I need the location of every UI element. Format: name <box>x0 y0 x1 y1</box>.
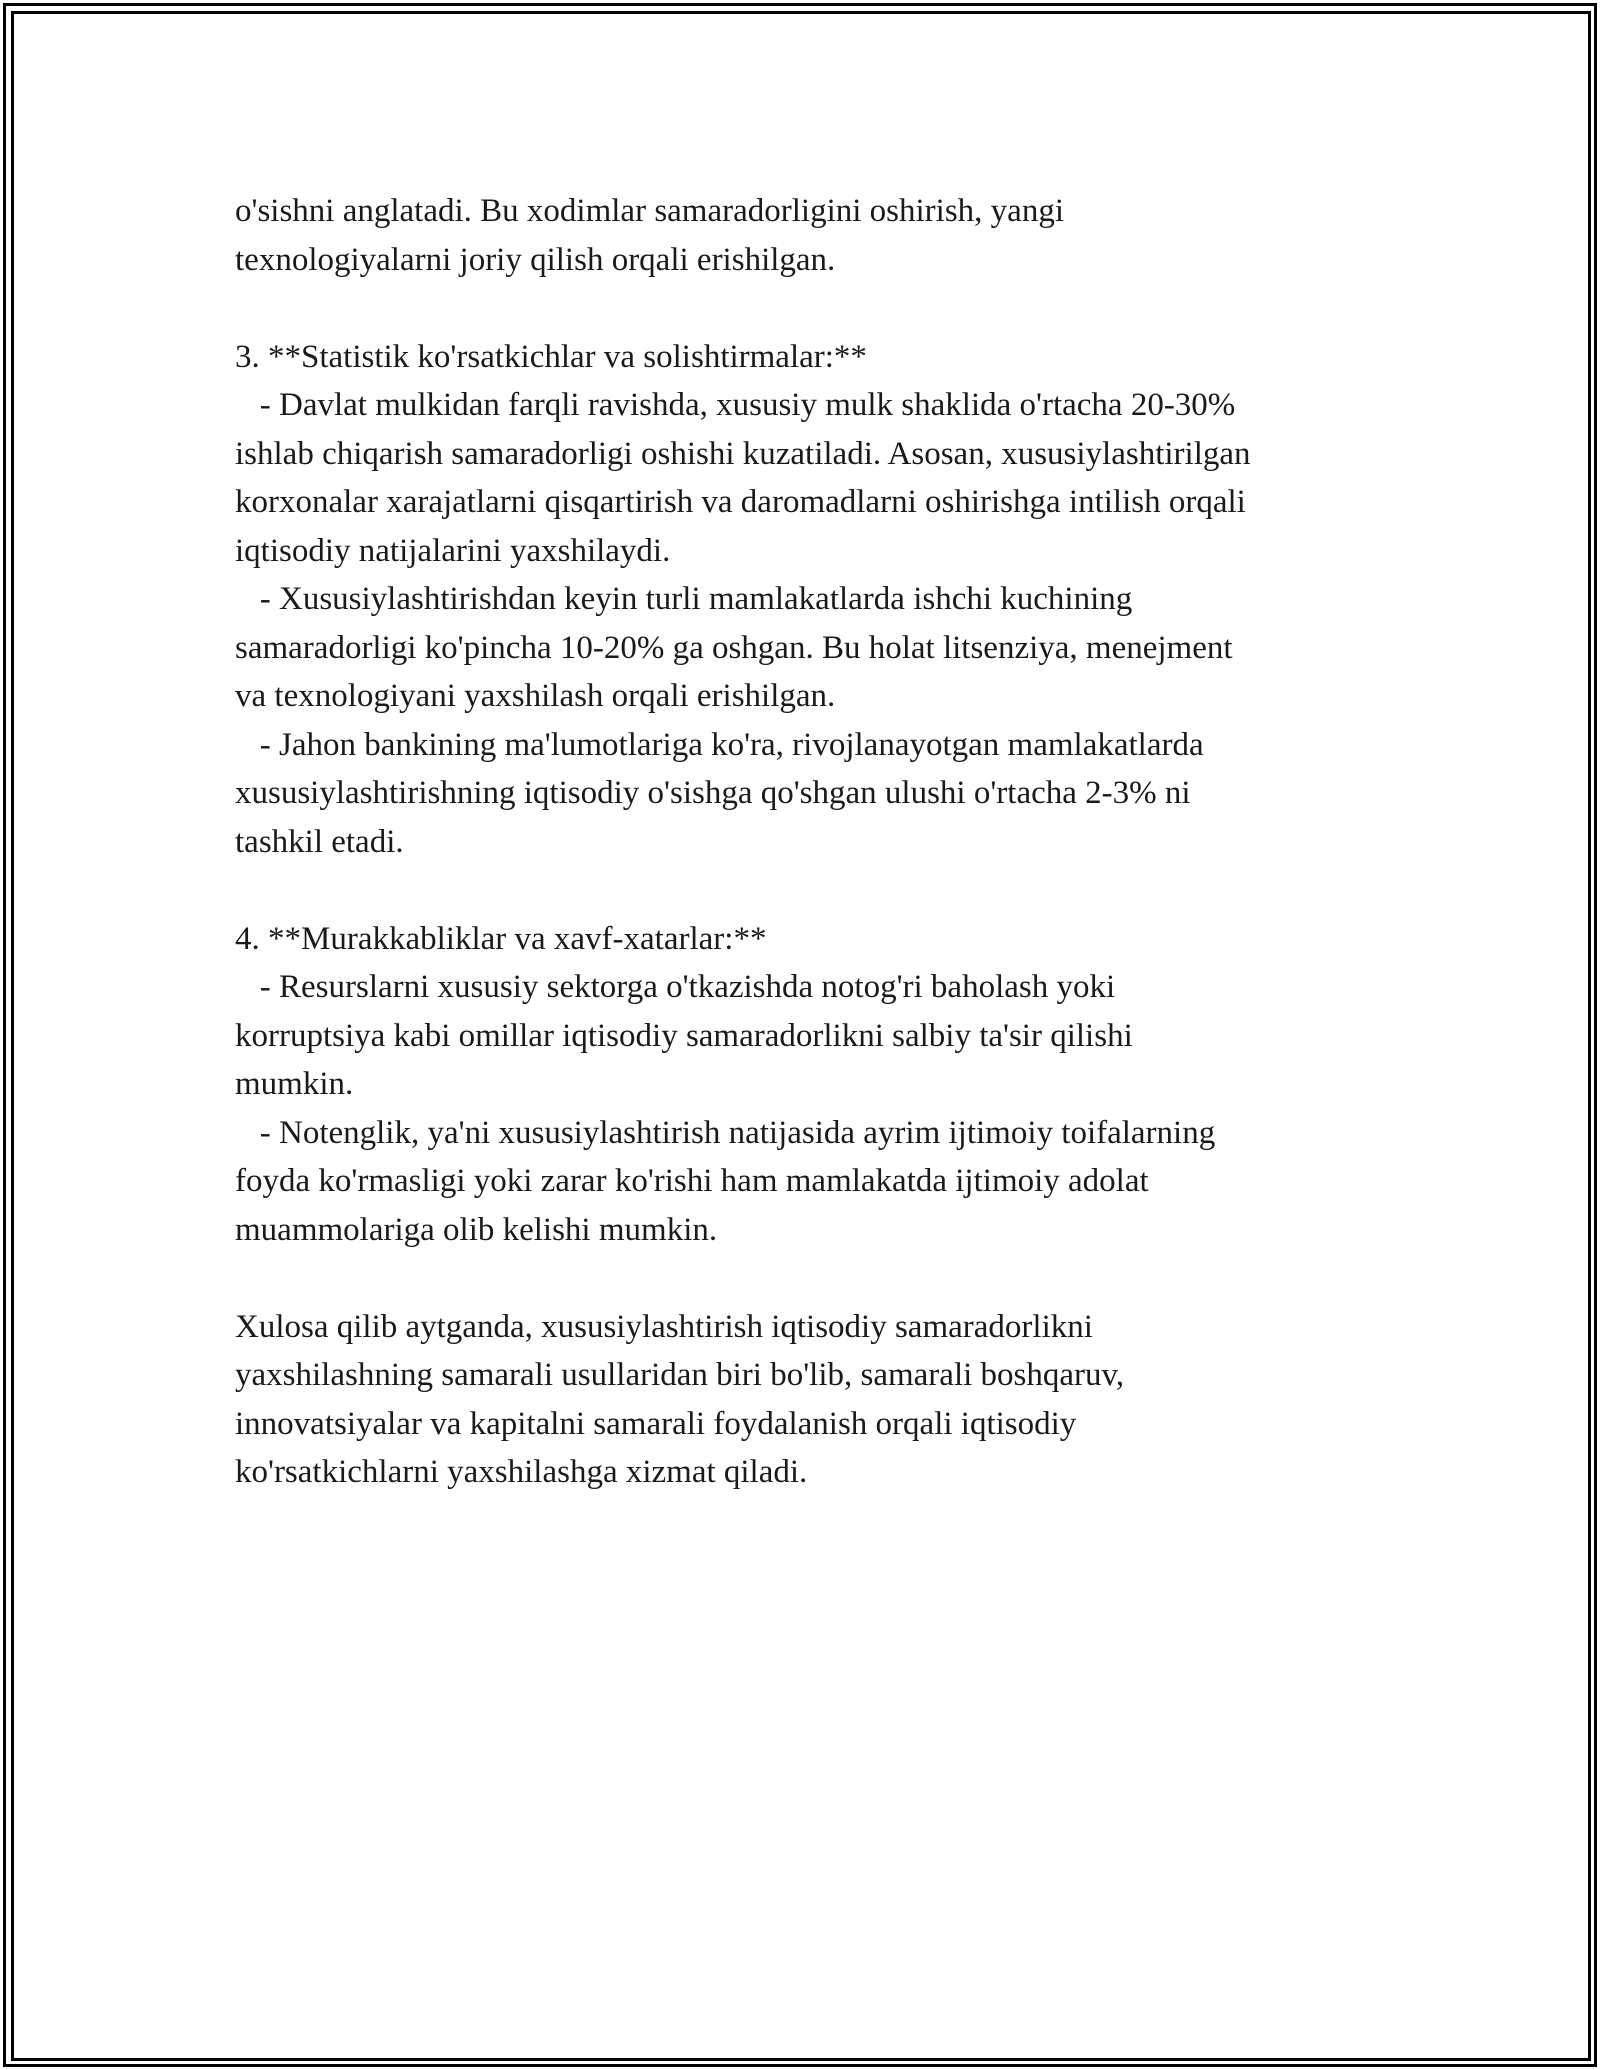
text-line: mumkin. <box>235 1066 354 1102</box>
text-line: texnologiyalarni joriy qilish orqali erishilgan. <box>235 241 836 278</box>
text-line: foyda ko'rmasligi yoki zarar ko'rishi ham mamlakatda ijtimoiy adolat <box>235 1163 1149 1199</box>
blank-line <box>235 1254 1395 1303</box>
text-line: - Jahon bankining ma'lumotlariga ko'ra, rivojlanayotgan mamlakatlarda <box>235 726 1204 763</box>
text-line: ishlab chiqarish samaradorligi oshishi kuzatiladi. Asosan, xususiylashtirilgan <box>235 435 1251 472</box>
text-line: xususiylashtirishning iqtisodiy o'sishga qo'shgan ulushi o'rtacha 2-3% ni <box>235 775 1191 811</box>
text-line: va texnologiyani yaxshilash orqali erishilgan. <box>235 678 836 714</box>
blank-line <box>235 284 1395 333</box>
conclusion-line: Xulosa qilib aytganda, xususiylashtirish iqtisodiy samaradorlikni <box>235 1308 1093 1345</box>
document-body <box>235 187 1395 1497</box>
text-line: - Notenglik, ya'ni xususiylashtirish natijasida ayrim ijtimoiy toifalarning <box>235 1114 1216 1151</box>
text-line: iqtisodiy natijalarini yaxshilaydi. <box>235 532 671 569</box>
text-line: samaradorligi ko'pincha 10-20% ga oshgan. Bu holat litsenziya, menejment <box>235 629 1233 666</box>
text-line: tashkil etadi. <box>235 823 404 860</box>
text-line: - Xususiylashtirishdan keyin turli mamlakatlarda ishchi kuchining <box>235 581 1133 617</box>
text-line: muammolariga olib kelishi mumkin. <box>235 1211 718 1248</box>
section-heading: 3. **Statistik ko'rsatkichlar va solishtirmalar:** <box>235 338 867 375</box>
text-line: korxonalar xarajatlarni qisqartirish va daromadlarni oshirishga intilish orqali <box>235 484 1246 520</box>
text-line: korruptsiya kabi omillar iqtisodiy samaradorlikni salbiy ta'sir qilishi <box>235 1017 1133 1054</box>
section-heading: 4. **Murakkabliklar va xavf-xatarlar:** <box>235 920 767 957</box>
text-line: - Resurslarni xususiy sektorga o'tkazishda notog'ri baholash yoki <box>235 969 1116 1005</box>
conclusion-line: innovatsiyalar va kapitalni samarali foydalanish orqali iqtisodiy <box>235 1405 1077 1442</box>
text-line: o'sishni anglatadi. Bu xodimlar samaradorligini oshirish, yangi <box>235 193 1064 229</box>
conclusion-line: ko'rsatkichlarni yaxshilashga xizmat qiladi. <box>235 1454 808 1490</box>
conclusion-line: yaxshilashning samarali usullaridan biri bo'lib, samarali boshqaruv, <box>235 1357 1125 1393</box>
text-line: - Davlat mulkidan farqli ravishda, xususiy mulk shaklida o'rtacha 20-30% <box>235 387 1236 423</box>
blank-line <box>235 866 1395 915</box>
